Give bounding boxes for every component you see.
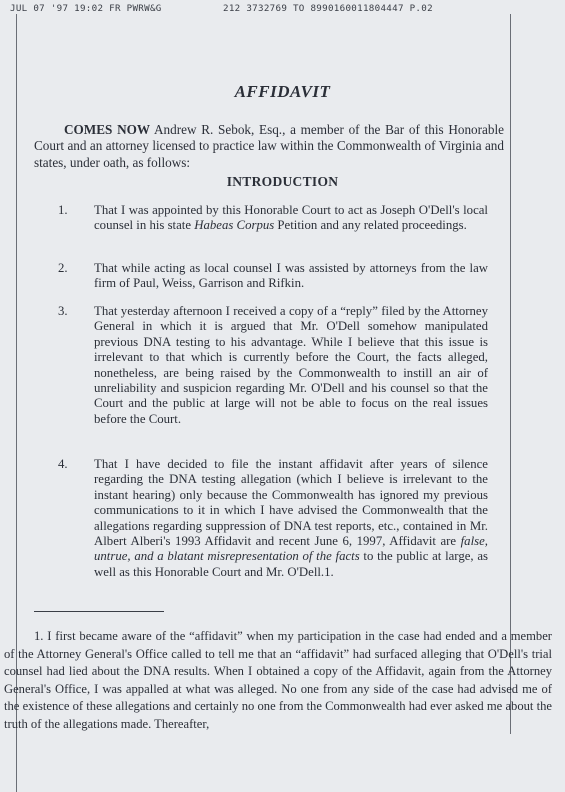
footnote-divider (34, 611, 164, 612)
numbered-item-1 (58, 203, 488, 234)
intro-body: Andrew R. Sebok, Esq., a member of the Bar of this Honorable Court and an attorney licensed to practice law within the Commonwealth of Virginia and states, under oath, as follows: (34, 122, 504, 170)
item-number: 2. (58, 261, 68, 275)
document-title: AFFIDAVIT (234, 82, 331, 101)
footnote-text: 1. I first became aware of the “affidavit” when my participation in the case had ended and a member of the Attorney General's Office called to tell me that an “affidavit” had surfaced alleging that O'Dell's trial counsel had lied about the DNA results. When I obtained a copy of the Affidavit, again from the Attorney General's Office, I was appalled at what was alleged. No one from any side of the case had advised me of the existence of these allegations and certainly no one from the Commonwealth had ever asked me about the truth of the allegations made. Thereafter, (4, 629, 552, 731)
item-number: 1. (58, 203, 68, 217)
numbered-item-4 (58, 457, 488, 580)
intro-paragraph (34, 122, 504, 171)
numbered-item-2 (58, 261, 488, 292)
fax-header (10, 3, 550, 14)
item-number: 3. (58, 304, 68, 318)
section-heading: INTRODUCTION (226, 174, 339, 189)
fax-header-left: JUL 07 '97 19:02 FR PWRW&G (10, 3, 162, 14)
intro-lead: COMES NOW (64, 122, 151, 137)
fax-header-right: 212 3732769 TO 8990160011804447 P.02 (223, 3, 433, 14)
item-text: That I have decided to file the instant affidavit after years of silence regarding the DNA testing allegation (which I believe is irrelevant to the instant hearing) only because the Commonwealth has ignored my previous communications to it in which I have advised the Commonwealth that the allegations regarding suppression of DNA test reports, etc., contained in Mr. Albert Alberi's 1993 Affidavit and recent June 6, 1997, Affidavit are false, untrue, and a blatant misrepresentation of the facts to the public at large, as well as this Honorable Court and Mr. O'Dell.1. (94, 457, 488, 579)
numbered-item-3 (58, 304, 488, 427)
item-text: That I was appointed by this Honorable Court to act as Joseph O'Dell's local counsel in his state Habeas Corpus Petition and any related proceedings. (94, 203, 488, 233)
item-number: 4. (58, 457, 68, 471)
item-text: That yesterday afternoon I received a copy of a “reply” filed by the Attorney General in which it is argued that Mr. O'Dell somehow manipulated previous DNA testing to his advantage. While I believe that this issue is irrelevant to that which is currently before the Court, the facts alleged, nonetheless, are being raised by the Commonwealth to instill an air of unreliability and suspicion regarding Mr. O'Dell and his counsel so that the Court and the public at large will not be able to focus on the real issues before the Court. (94, 304, 488, 426)
footnote (4, 628, 552, 734)
item-text: That while acting as local counsel I was assisted by attorneys from the law firm of Paul, Weiss, Garrison and Rifkin. (94, 261, 488, 291)
margin-rule-right (510, 14, 511, 734)
